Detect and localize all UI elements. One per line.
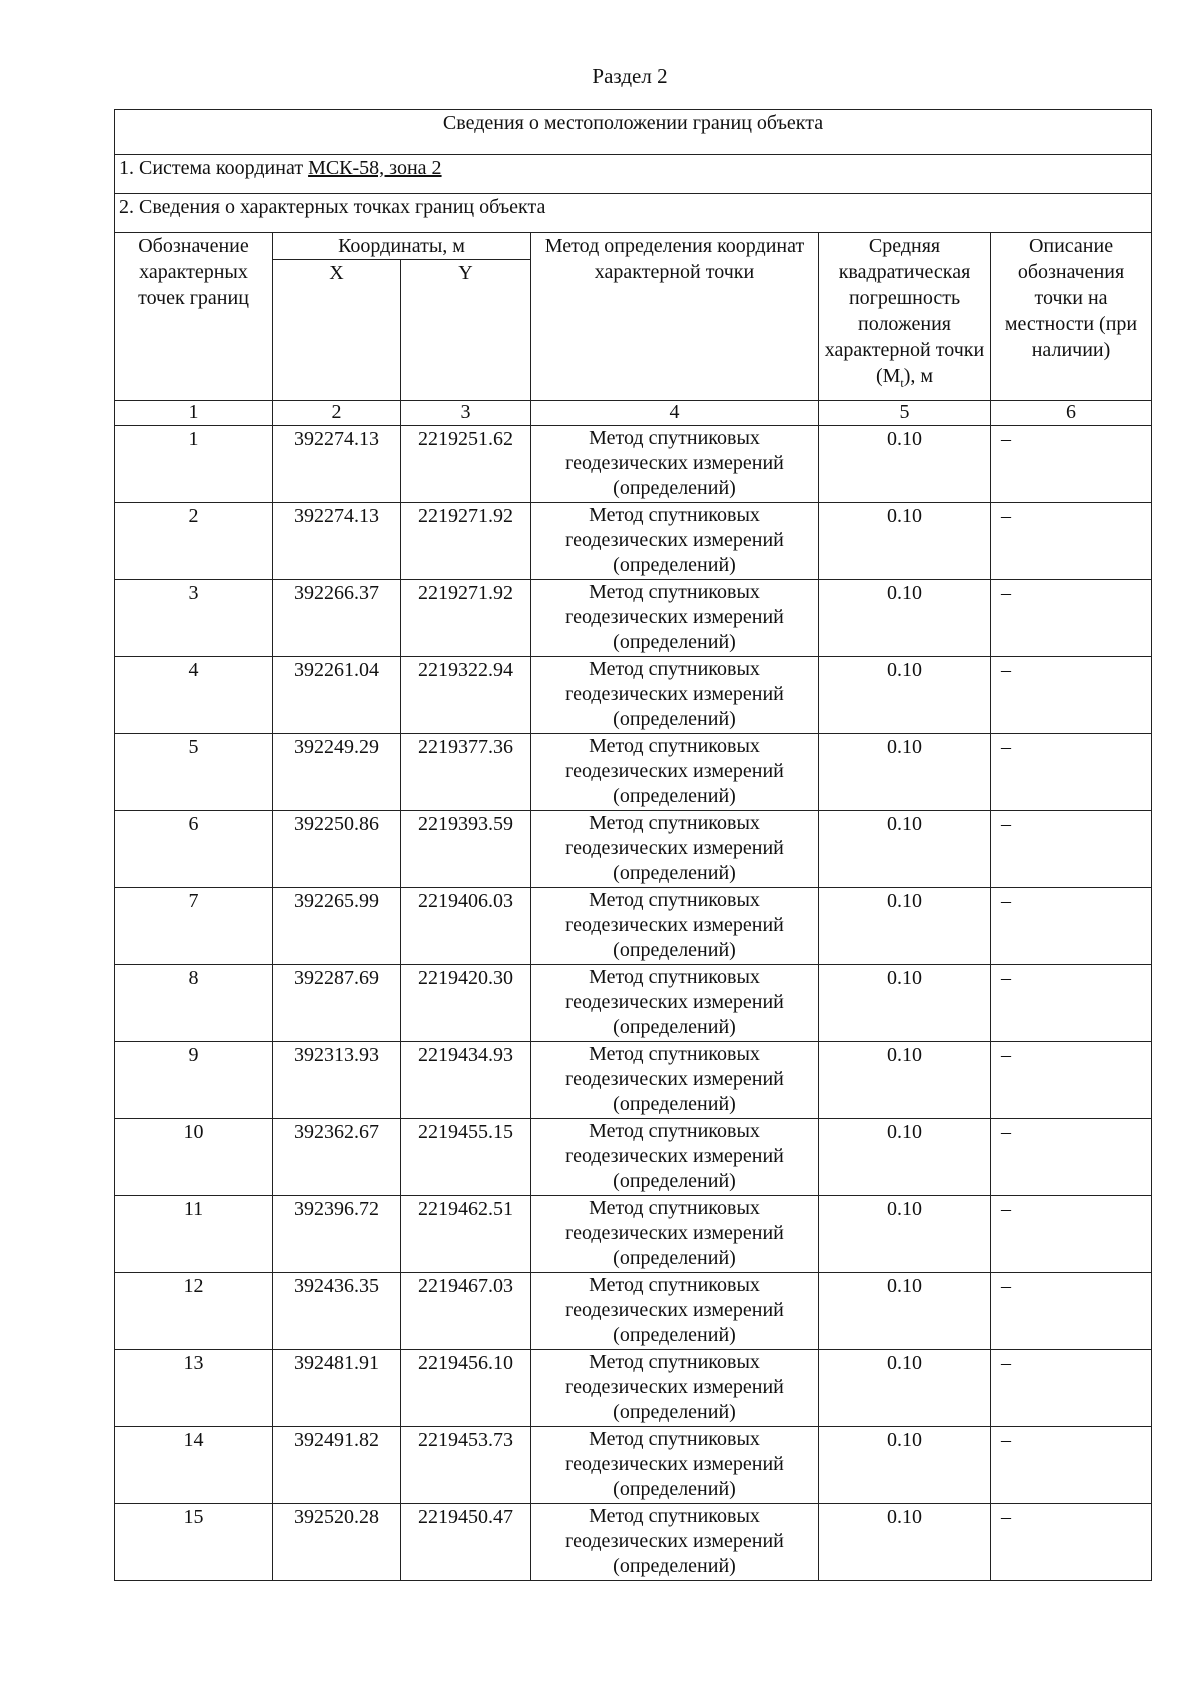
- accuracy: 0.10: [819, 965, 991, 1042]
- accuracy: 0.10: [819, 1350, 991, 1427]
- point-number: 13: [115, 1350, 273, 1427]
- method: Метод спутниковых геодезических измерений (определений): [531, 888, 819, 965]
- coord-y: 2219434.93: [401, 1042, 531, 1119]
- point-number: 12: [115, 1273, 273, 1350]
- accuracy: 0.10: [819, 1119, 991, 1196]
- coord-system-row: [115, 155, 1152, 194]
- coord-y: 2219251.62: [401, 426, 531, 503]
- point-number: 14: [115, 1427, 273, 1504]
- coord-y: 2219456.10: [401, 1350, 531, 1427]
- method: Метод спутниковых геодезических измерений (определений): [531, 580, 819, 657]
- column-number: 6: [991, 401, 1152, 426]
- coord-y: 2219406.03: [401, 888, 531, 965]
- accuracy: 0.10: [819, 1273, 991, 1350]
- accuracy: 0.10: [819, 426, 991, 503]
- coord-y: 2219271.92: [401, 580, 531, 657]
- coord-x: 392250.86: [273, 811, 401, 888]
- header-x: X: [273, 260, 401, 401]
- table-row: [115, 888, 1152, 965]
- point-number: 4: [115, 657, 273, 734]
- method: Метод спутниковых геодезических измерений (определений): [531, 1196, 819, 1273]
- table-row: [115, 1196, 1152, 1273]
- coord-system-label: 1. Система координат: [119, 157, 309, 179]
- column-number: 2: [273, 401, 401, 426]
- method: Метод спутниковых геодезических измерений (определений): [531, 1119, 819, 1196]
- coord-x: 392274.13: [273, 503, 401, 580]
- column-number: 3: [401, 401, 531, 426]
- method: Метод спутниковых геодезических измерений (определений): [531, 965, 819, 1042]
- description: –: [991, 426, 1152, 503]
- coord-y: 2219467.03: [401, 1273, 531, 1350]
- description: –: [991, 1350, 1152, 1427]
- coord-system-cell: [115, 155, 1152, 194]
- table-row: [115, 811, 1152, 888]
- coord-y: 2219455.15: [401, 1119, 531, 1196]
- method: Метод спутниковых геодезических измерений (определений): [531, 657, 819, 734]
- point-number: 2: [115, 503, 273, 580]
- boundary-points-table: [114, 109, 1152, 1581]
- method: Метод спутниковых геодезических измерений (определений): [531, 734, 819, 811]
- coord-system-value: МСК-58, зона 2: [308, 157, 442, 179]
- table-row: [115, 1427, 1152, 1504]
- coord-x: 392261.04: [273, 657, 401, 734]
- point-number: 5: [115, 734, 273, 811]
- description: –: [991, 1273, 1152, 1350]
- header-y: Y: [401, 260, 531, 401]
- description: –: [991, 734, 1152, 811]
- point-number: 15: [115, 1504, 273, 1581]
- coord-y: 2219453.73: [401, 1427, 531, 1504]
- table-row: [115, 503, 1152, 580]
- point-number: 1: [115, 426, 273, 503]
- table-row: [115, 1042, 1152, 1119]
- method: Метод спутниковых геодезических измерений (определений): [531, 1042, 819, 1119]
- description: –: [991, 1504, 1152, 1581]
- point-number: 6: [115, 811, 273, 888]
- coord-y: 2219450.47: [401, 1504, 531, 1581]
- method: Метод спутниковых геодезических измерений (определений): [531, 503, 819, 580]
- accuracy: 0.10: [819, 1042, 991, 1119]
- column-numbers-row: [115, 401, 1152, 426]
- coord-x: 392287.69: [273, 965, 401, 1042]
- method: Метод спутниковых геодезических измерений (определений): [531, 426, 819, 503]
- coord-y: 2219322.94: [401, 657, 531, 734]
- header-coordinates: Координаты, м: [273, 233, 531, 260]
- accuracy: 0.10: [819, 1504, 991, 1581]
- description: –: [991, 1427, 1152, 1504]
- point-number: 10: [115, 1119, 273, 1196]
- header-method: Метод определения координат характерной точки: [531, 233, 819, 401]
- point-number: 3: [115, 580, 273, 657]
- accuracy: 0.10: [819, 1196, 991, 1273]
- column-number: 1: [115, 401, 273, 426]
- description: –: [991, 811, 1152, 888]
- point-number: 11: [115, 1196, 273, 1273]
- coord-x: 392481.91: [273, 1350, 401, 1427]
- point-number: 8: [115, 965, 273, 1042]
- points-info-label: 2. Сведения о характерных точках границ объекта: [115, 194, 1152, 233]
- coord-x: 392249.29: [273, 734, 401, 811]
- description: –: [991, 580, 1152, 657]
- header-accuracy-tail: ), м: [903, 365, 934, 387]
- method: Метод спутниковых геодезических измерений (определений): [531, 1427, 819, 1504]
- description: –: [991, 657, 1152, 734]
- table-row: [115, 965, 1152, 1042]
- header-row-top: [115, 233, 1152, 260]
- description: –: [991, 1196, 1152, 1273]
- accuracy: 0.10: [819, 888, 991, 965]
- header-accuracy-sub: t: [900, 376, 904, 390]
- coord-x: 392396.72: [273, 1196, 401, 1273]
- section-title: Раздел 2: [592, 64, 668, 88]
- column-number: 5: [819, 401, 991, 426]
- accuracy: 0.10: [819, 503, 991, 580]
- method: Метод спутниковых геодезических измерений (определений): [531, 1273, 819, 1350]
- method: Метод спутниковых геодезических измерений (определений): [531, 811, 819, 888]
- header-accuracy-main: Средняя квадратическая погрешность положения характерной точки (M: [824, 235, 985, 387]
- description: –: [991, 888, 1152, 965]
- coord-x: 392274.13: [273, 426, 401, 503]
- point-number: 7: [115, 888, 273, 965]
- table-row: [115, 657, 1152, 734]
- coord-x: 392265.99: [273, 888, 401, 965]
- table-row: [115, 1350, 1152, 1427]
- coord-x: 392362.67: [273, 1119, 401, 1196]
- coord-x: 392313.93: [273, 1042, 401, 1119]
- coord-x: 392266.37: [273, 580, 401, 657]
- header-description: Описание обозначения точки на местности (при наличии): [991, 233, 1152, 401]
- column-number: 4: [531, 401, 819, 426]
- method: Метод спутниковых геодезических измерений (определений): [531, 1350, 819, 1427]
- coord-x: 392491.82: [273, 1427, 401, 1504]
- coord-y: 2219420.30: [401, 965, 531, 1042]
- table-row: [115, 580, 1152, 657]
- coord-y: 2219271.92: [401, 503, 531, 580]
- table-row: [115, 734, 1152, 811]
- coord-x: 392520.28: [273, 1504, 401, 1581]
- point-number: 9: [115, 1042, 273, 1119]
- table-row: [115, 426, 1152, 503]
- accuracy: 0.10: [819, 657, 991, 734]
- coord-x: 392436.35: [273, 1273, 401, 1350]
- table-row: [115, 1504, 1152, 1581]
- description: –: [991, 503, 1152, 580]
- accuracy: 0.10: [819, 811, 991, 888]
- coord-y: 2219462.51: [401, 1196, 531, 1273]
- description: –: [991, 1042, 1152, 1119]
- accuracy: 0.10: [819, 580, 991, 657]
- points-info-row: [115, 194, 1152, 233]
- table-row: [115, 1273, 1152, 1350]
- header-designation: Обозначение характерных точек границ: [115, 233, 273, 401]
- header-accuracy: [819, 233, 991, 401]
- description: –: [991, 1119, 1152, 1196]
- method: Метод спутниковых геодезических измерений (определений): [531, 1504, 819, 1581]
- coord-y: 2219377.36: [401, 734, 531, 811]
- table-row: [115, 1119, 1152, 1196]
- accuracy: 0.10: [819, 1427, 991, 1504]
- table-title: Сведения о местоположении границ объекта: [115, 110, 1152, 155]
- accuracy: 0.10: [819, 734, 991, 811]
- coord-y: 2219393.59: [401, 811, 531, 888]
- table-title-row: [115, 110, 1152, 155]
- description: –: [991, 965, 1152, 1042]
